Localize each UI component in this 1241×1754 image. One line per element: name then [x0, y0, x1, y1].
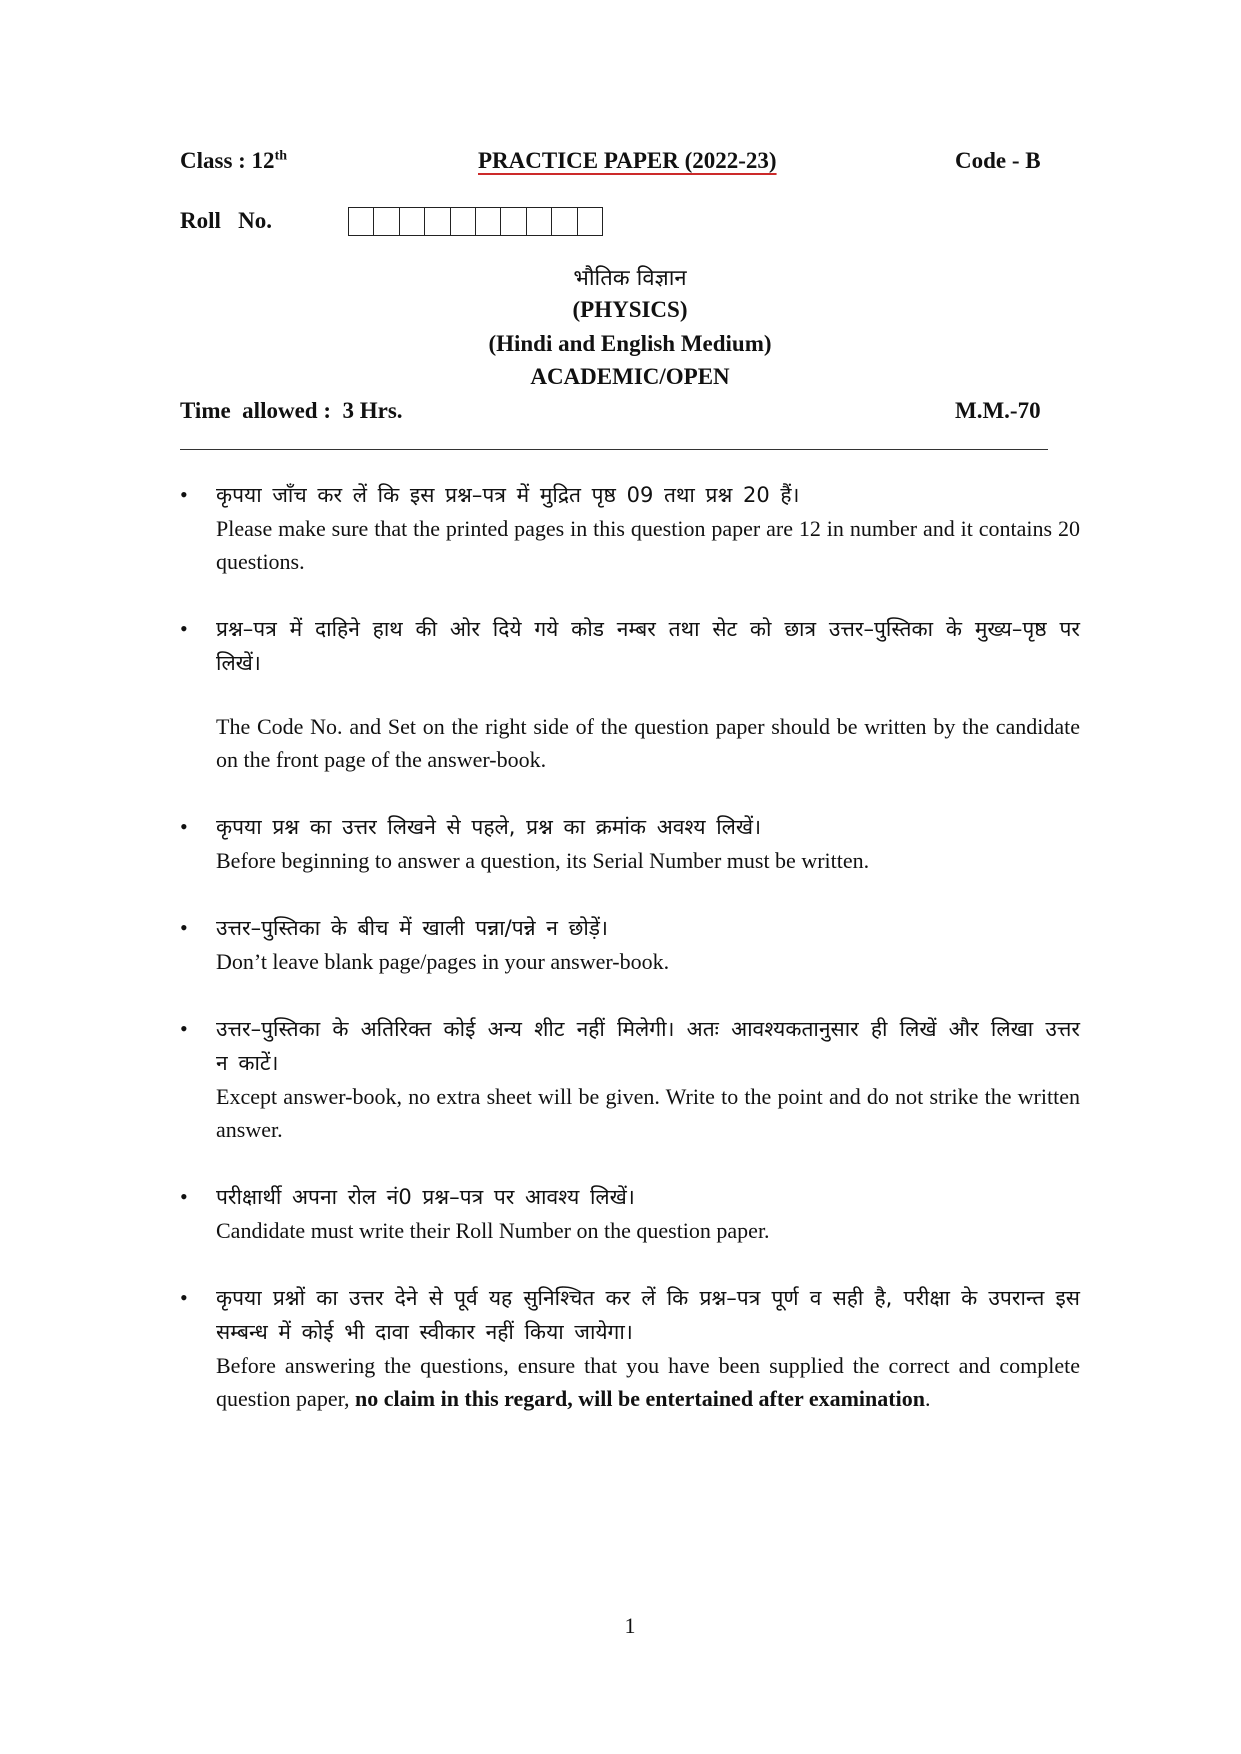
- instruction-item: [180, 911, 1080, 978]
- header-divider: [180, 449, 1048, 450]
- instruction-hindi: उत्तर–पुस्तिका के बीच में खाली पन्ना/पन्ने न छोड़ें।: [216, 916, 608, 940]
- instruction-english-text: Before answering the questions, ensure that you have been supplied the correct and complete question paper,: [216, 1353, 1080, 1411]
- instruction-hindi: कृपया जाँच कर लें कि इस प्रश्न–पत्र में मुद्रित पृष्ठ 09 तथा प्रश्न 20 हैं।: [216, 483, 800, 507]
- max-marks: M.M.-70: [955, 398, 1041, 423]
- instruction-english: The Code No. and Set on the right side of the question paper should be written by the candidate on the front page of the answer-book.: [216, 714, 1080, 772]
- instruction-english: Don’t leave blank page/pages in your answer-book.: [216, 949, 670, 974]
- bullet-icon: •: [180, 616, 188, 641]
- instruction-hindi: उत्तर–पुस्तिका के अतिरिक्त कोई अन्य शीट नहीं मिलेगी। अतः आवश्यकतानुसार ही लिखें और लिखा उत्तर न काटें।: [216, 1017, 1080, 1075]
- instruction-english: [216, 1349, 1080, 1415]
- subject-english: (PHYSICS): [572, 297, 688, 322]
- stream-label: ACADEMIC/OPEN: [530, 364, 730, 389]
- roll-box[interactable]: [374, 208, 399, 235]
- roll-box[interactable]: [451, 208, 476, 235]
- paper-code: Code - B: [955, 148, 1041, 173]
- time-allowed: Time allowed : 3 Hrs.: [180, 398, 403, 423]
- instruction-item: [180, 612, 1080, 776]
- medium-label: (Hindi and English Medium): [488, 331, 772, 356]
- roll-number-boxes[interactable]: [348, 207, 603, 236]
- instruction-hindi: परीक्षार्थी अपना रोल नं0 प्रश्न–पत्र पर आवश्य लिखें।: [216, 1185, 635, 1209]
- instruction-english: Please make sure that the printed pages in this question paper are 12 in number and it contains 20 questions.: [216, 516, 1080, 574]
- bullet-icon: •: [180, 1184, 188, 1209]
- roll-label: Roll No.: [180, 208, 272, 233]
- instruction-hindi: प्रश्न–पत्र में दाहिने हाथ की ओर दिये गये कोड नम्बर तथा सेट को छात्र उत्तर–पुस्तिका के मुख्य–पृष्ठ पर लिखें।: [216, 617, 1080, 675]
- instruction-hindi: कृपया प्रश्नों का उत्तर देने से पूर्व यह सुनिश्चित कर लें कि प्रश्न–पत्र पूर्ण व सही है, परीक्षा के उपरान्त इस सम्बन्ध में कोई भी दावा स्वीकार नहीं किया जायेगा।: [216, 1286, 1080, 1344]
- paper-title: PRACTICE PAPER (2022-23): [478, 148, 777, 173]
- bullet-icon: •: [180, 814, 188, 839]
- instruction-item: [180, 810, 1080, 877]
- instruction-item: [180, 1281, 1080, 1415]
- instruction-item: [180, 1180, 1080, 1247]
- class-label: Class : 12th: [180, 148, 288, 173]
- roll-box[interactable]: [349, 208, 374, 235]
- instructions-list: [180, 478, 1080, 1449]
- instruction-english: Candidate must write their Roll Number on the question paper.: [216, 1218, 770, 1243]
- instruction-english: Except answer-book, no extra sheet will be given. Write to the point and do not strike the written answer.: [216, 1084, 1080, 1142]
- instruction-english: Before beginning to answer a question, its Serial Number must be written.: [216, 848, 870, 873]
- roll-box[interactable]: [578, 208, 602, 235]
- roll-box[interactable]: [501, 208, 526, 235]
- bullet-icon: •: [180, 1285, 188, 1310]
- instruction-item: [180, 478, 1080, 578]
- roll-box[interactable]: [552, 208, 577, 235]
- roll-box[interactable]: [425, 208, 450, 235]
- roll-box[interactable]: [527, 208, 552, 235]
- instruction-english-bold: no claim in this regard, will be entertained after examination: [355, 1386, 925, 1411]
- instruction-item: [180, 1012, 1080, 1146]
- bullet-icon: •: [180, 482, 188, 507]
- bullet-icon: •: [180, 1016, 188, 1041]
- roll-box[interactable]: [400, 208, 425, 235]
- class-superscript: th: [274, 148, 288, 164]
- subject-hindi: भौतिक विज्ञान: [573, 266, 687, 291]
- page-number: 1: [624, 1613, 636, 1638]
- instruction-hindi: कृपया प्रश्न का उत्तर लिखने से पहले, प्रश्न का क्रमांक अवश्य लिखें।: [216, 815, 762, 839]
- roll-box[interactable]: [476, 208, 501, 235]
- bullet-icon: •: [180, 915, 188, 940]
- instruction-english-end: .: [924, 1386, 931, 1411]
